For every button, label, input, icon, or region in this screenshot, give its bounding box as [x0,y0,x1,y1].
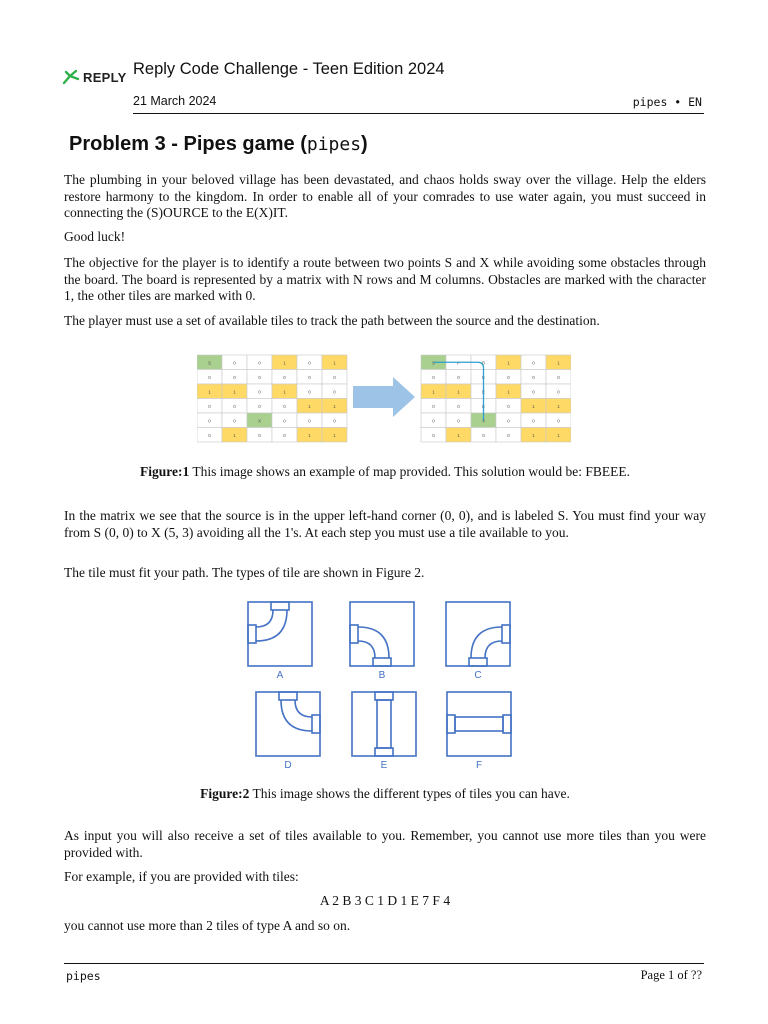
tile-a-pipe [248,602,289,643]
left-grid-cell-text: 0 [258,374,261,380]
input-tiles-paragraph: As input you will also receive a set of tiles available to you. Remember, you cannot use more tiles than you were provided with. [64,828,706,860]
tile-a-frame [248,602,312,666]
left-grid-cell-text: 0 [258,432,261,438]
good-luck-paragraph: Good luck! [64,229,126,244]
left-grid-cell-text: 1 [308,432,311,438]
problem-code-name: pipes [306,134,362,155]
tile-a-label: A [276,670,284,681]
right-grid-cell-text: 1 [432,389,435,395]
document-date: 21 March 2024 [133,94,217,108]
right-grid-cell-text: E [481,389,486,395]
tile-b-frame [350,602,414,666]
document-header-title: Reply Code Challenge - Teen Edition 2024 [133,60,445,78]
right-grid-cell-text: 1 [457,432,460,438]
right-grid-cell-text: 0 [457,418,460,424]
tile-b-pipe [350,625,391,666]
right-grid-cell-text: 0 [557,418,560,424]
right-grid-cell-text: 1 [507,360,510,366]
left-grid-cell-text: 1 [283,360,286,366]
right-grid-cell-text: 0 [557,374,560,380]
left-grid-cell-text: 0 [258,360,261,366]
left-grid-cell-text: 0 [308,389,311,395]
tile-c-frame [446,602,510,666]
right-grid-cell-text: 1 [557,432,560,438]
right-grid-cell-text: 0 [457,374,460,380]
left-grid-cell-text: 0 [233,403,236,409]
right-grid-cell-text: 0 [432,432,435,438]
footer-divider [64,963,704,964]
tiles-usage-paragraph: The player must use a set of available tiles to track the path between the source and the destination. [64,313,600,328]
left-grid-cell-text: 1 [233,389,236,395]
tile-fit-paragraph: The tile must fit your path. The types of tile are shown in Figure 2. [64,565,425,580]
problem-title: Problem 3 - Pipes game (pipes) [69,133,368,155]
right-grid-cell-text: 0 [557,389,560,395]
right-grid-cell-text: 1 [507,389,510,395]
intro-paragraph: The plumbing in your beloved village has been devastated, and chaos holds sway over the village. Help the elders restore harmony to the kingdom. In order to enable all of your comrades to use water again, you must succeed in connecting the (S)OURCE to the E(X)IT. [64,172,706,220]
left-grid-cell-text: 1 [283,389,286,395]
right-grid-cell-text: 0 [432,403,435,409]
left-grid-cell-text: 0 [333,418,336,424]
footer-problem-name: pipes [66,969,101,983]
tile-e-label: E [380,760,388,771]
right-grid-cell-text: 0 [532,374,535,380]
tile-f-frame [447,692,511,756]
right-grid-cell-text: 0 [432,374,435,380]
left-grid-cell-text: 0 [258,403,261,409]
figure-2-label: Figure:2 [200,786,250,801]
tile-d-pipe [279,692,320,733]
left-grid-cell-text: 0 [208,418,211,424]
left-grid-cell-text: 0 [208,403,211,409]
problem-tag: pipes • EN [632,95,702,109]
figure-2-caption: Figure:2 This image shows the different types of tiles you can have. [200,786,570,801]
left-grid-cell-text: 0 [308,418,311,424]
tile-c-pipe [469,625,510,666]
left-grid-cell-text: 1 [333,360,336,366]
right-grid-cell-text: 0 [507,374,510,380]
left-grid-cell-text: 0 [283,418,286,424]
left-grid-cell-text: 0 [283,403,286,409]
right-grid-cell-text: E [481,374,486,380]
right-grid-cell-text: 1 [557,360,560,366]
reply-logo [62,69,127,85]
left-grid-cell-text: 0 [208,374,211,380]
left-grid-cell-text: S [207,360,212,366]
tile-e-frame [352,692,416,756]
left-grid-cell-text: 1 [333,432,336,438]
left-grid-cell-text: 1 [208,389,211,395]
right-grid-cell-text: 0 [507,432,510,438]
right-grid-cell-text: 1 [532,432,535,438]
figure-1-map-example [197,352,571,444]
left-grid-cell-text: 0 [283,432,286,438]
left-grid-cell-text: 0 [283,374,286,380]
left-grid-cell-text: 0 [233,360,236,366]
right-grid-cell-text: E [481,403,486,409]
right-grid-cell-text: 0 [482,432,485,438]
right-grid-cell-text: S [431,360,436,366]
left-grid-cell-text: 0 [333,374,336,380]
page-number: Page 1 of ?? [640,968,702,982]
reply-logo-text: REPLY [83,69,127,85]
tile-c-label: C [474,670,482,681]
right-grid-cell-text: B [481,360,486,366]
tile-f-label: F [475,760,483,771]
left-grid-cell-text: 1 [308,403,311,409]
right-grid-cell-text: 0 [532,389,535,395]
figure-1-caption: Figure:1 This image shows an example of map provided. This solution would be: FBEEE. [139,464,631,479]
tile-d-label: D [284,760,292,771]
right-grid-cell-text: 0 [457,403,460,409]
left-grid-cell-text: 0 [333,389,336,395]
left-grid-cell-text: 1 [333,403,336,409]
right-grid-cell-text: 0 [532,418,535,424]
left-grid-cell-text: 0 [308,360,311,366]
right-grid-cell-text: 1 [532,403,535,409]
right-grid-cell-text: 1 [457,389,460,395]
figure-2-tile-types [244,598,526,774]
right-grid-cell-text: 0 [507,403,510,409]
matrix-explanation-paragraph: In the matrix we see that the source is in the upper left-hand corner (0, 0), and is labeled S. You must find your way from S (0, 0) to X (5, 3) avoiding all the 1's. At each step you must use a tile available to you. [64,508,706,540]
tile-limit-paragraph: you cannot use more than 2 tiles of type A and so on. [64,918,351,933]
tile-f-pipe [447,715,511,733]
header-divider [133,113,704,114]
left-grid-cell-text: 0 [308,374,311,380]
right-grid-cell-text: 0 [432,418,435,424]
right-grid-cell-text: F [457,360,460,366]
left-grid-cell-text: 0 [258,389,261,395]
right-grid-cell-text: X [481,418,486,424]
figure-1-label: Figure:1 [139,464,190,479]
left-grid-cell-text: X [257,418,262,424]
arrow-shape [353,377,415,417]
right-grid-cell-text: 1 [557,403,560,409]
left-grid-cell-text: 0 [233,374,236,380]
left-grid-cell-text: 1 [233,432,236,438]
tile-e-pipe [375,692,393,756]
left-grid-cell-text: 0 [233,418,236,424]
objective-paragraph: The objective for the player is to identify a route between two points S and X while avoiding some obstacles through the board. The board is represented by a matrix with N rows and M columns. Obstacles are marked with the character 1, the other tiles are marked with 0. [64,255,706,303]
right-grid-cell-text: 0 [507,418,510,424]
reply-logo-icon [62,69,80,85]
tile-b-label: B [378,670,386,681]
tiles-example-line: A 2 B 3 C 1 D 1 E 7 F 4 [319,893,451,908]
example-intro-paragraph: For example, if you are provided with tiles: [64,869,299,884]
left-grid-cell-text: 0 [208,432,211,438]
right-grid-cell-text: 0 [532,360,535,366]
tile-d-frame [256,692,320,756]
